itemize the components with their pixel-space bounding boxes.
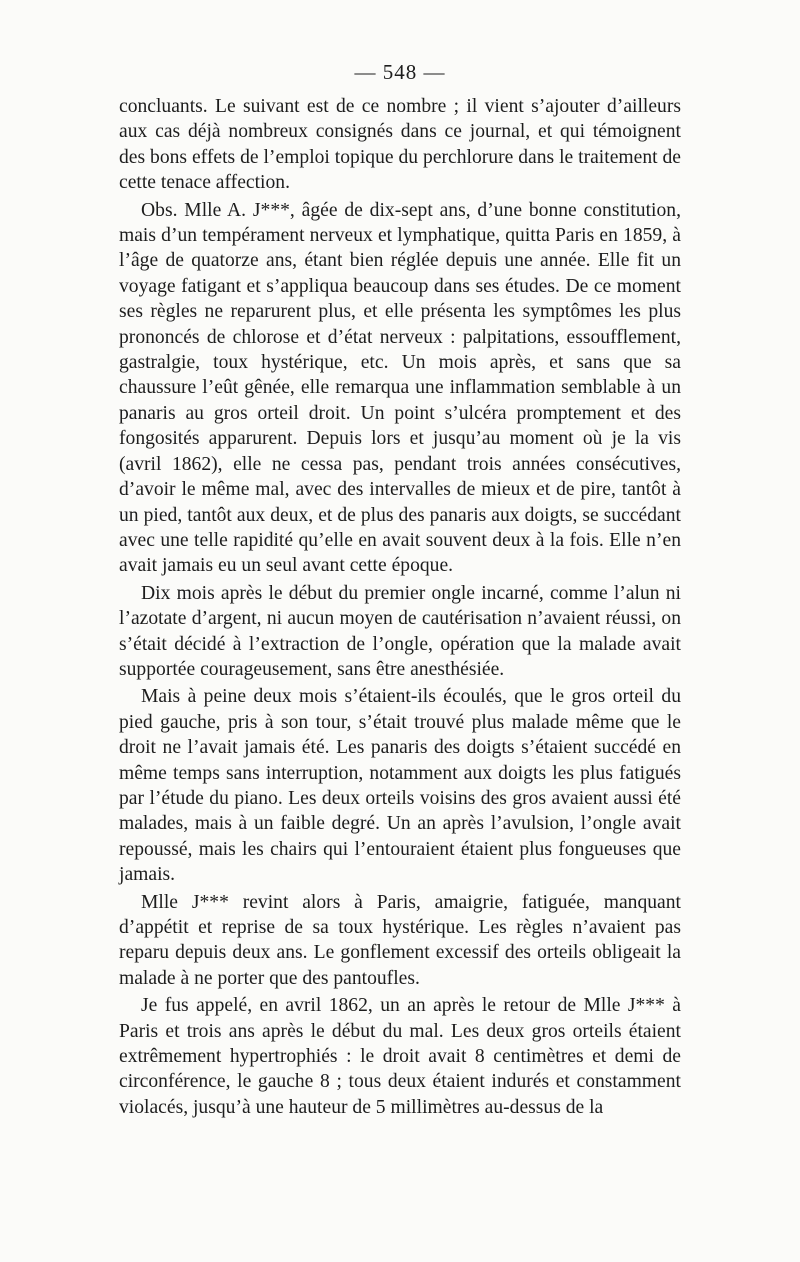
paragraph-observation: Obs. Mlle A. J***, âgée de dix-sept ans, d’une bonne constitution, mais d’un tempérament nerveux et lymphatique, quitta Paris en 1859, à l’âge de quatorze ans, étant bien réglée depuis une année. Elle fit un voyage fatigant et s’appliqua beaucoup dans ses études. De ce moment ses règles ne reparurent plus, et elle présenta les symptômes les plus prononcés de chlorose et d’état nerveux : palpitations, essoufflement, gastralgie, toux hystérique, etc. Un mois après, et sans que sa chaussure l’eût gênée, elle remarqua une inflammation semblable à un panaris au gros orteil droit. Un point s’ulcéra promptement et des fongosités apparurent. Depuis lors et jusqu’au moment où je la vis (avril 1862), elle ne cessa pas, pendant trois années consécutives, d’avoir le même mal, avec des intervalles de mieux et de pire, tantôt à un pied, tantôt aux deux, et de plus des panaris aux doigts, se succédant avec une telle rapidité qu’elle en avait souvent deux à la fois. Elle n’en avait jamais eu un seul avant cette époque. [119,199,681,577]
paragraph-left-foot: Mais à peine deux mois s’étaient-ils écoulés, que le gros orteil du pied gauche, pris à son tour, s’était trouvé plus malade même que le droit ne l’avait jamais été. Les panaris des doigts s’étaient succédé en même temps sans interruption, notamment aux doigts les plus fatigués par l’étude du piano. Les deux orteils voisins des gros avaient aussi été malades, mais à un faible degré. Un an après l’avulsion, l’ongle avait repoussé, mais les chairs qui l’entouraient étaient plus fongueuses que jamais. [119,686,681,886]
paragraph-return-paris: Mlle J*** revint alors à Paris, amaigrie, fatiguée, manquant d’appétit et reprise de sa toux hystérique. Les règles n’avaient pas reparu depuis deux ans. Le gonflement excessif des orteils obligeait la malade à ne porter que des pantoufles. [119,891,681,989]
page-number: — 548 — [354,60,446,84]
paragraph-examination: Je fus appelé, en avril 1862, un an après le retour de Mlle J*** à Paris et trois ans après le début du mal. Les deux gros orteils étaient extrêmement hypertrophiés : le droit avait 8 centimètres et demi de circonférence, le gauche 8 ; tous deux étaient indurés et constamment violacés, jusqu’à une hauteur de 5 millimètres au-dessus de la [119,995,681,1118]
paragraph-continuation: concluants. Le suivant est de ce nombre ; il vient s’ajouter d’ailleurs aux cas déjà nombreux consignés dans ce journal, et qui témoignent des bons effets de l’emploi topique du perchlorure dans le traitement de cette tenace affection. [119,96,681,194]
paragraph-extraction: Dix mois après le début du premier ongle incarné, comme l’alun ni l’azotate d’argent, ni aucun moyen de cautérisation n’avaient réussi, on s’était décidé à l’extraction de l’ongle, opération que la malade avait supportée courageusement, sans être anesthésiée. [119,582,681,680]
document-page [119,58,681,1120]
